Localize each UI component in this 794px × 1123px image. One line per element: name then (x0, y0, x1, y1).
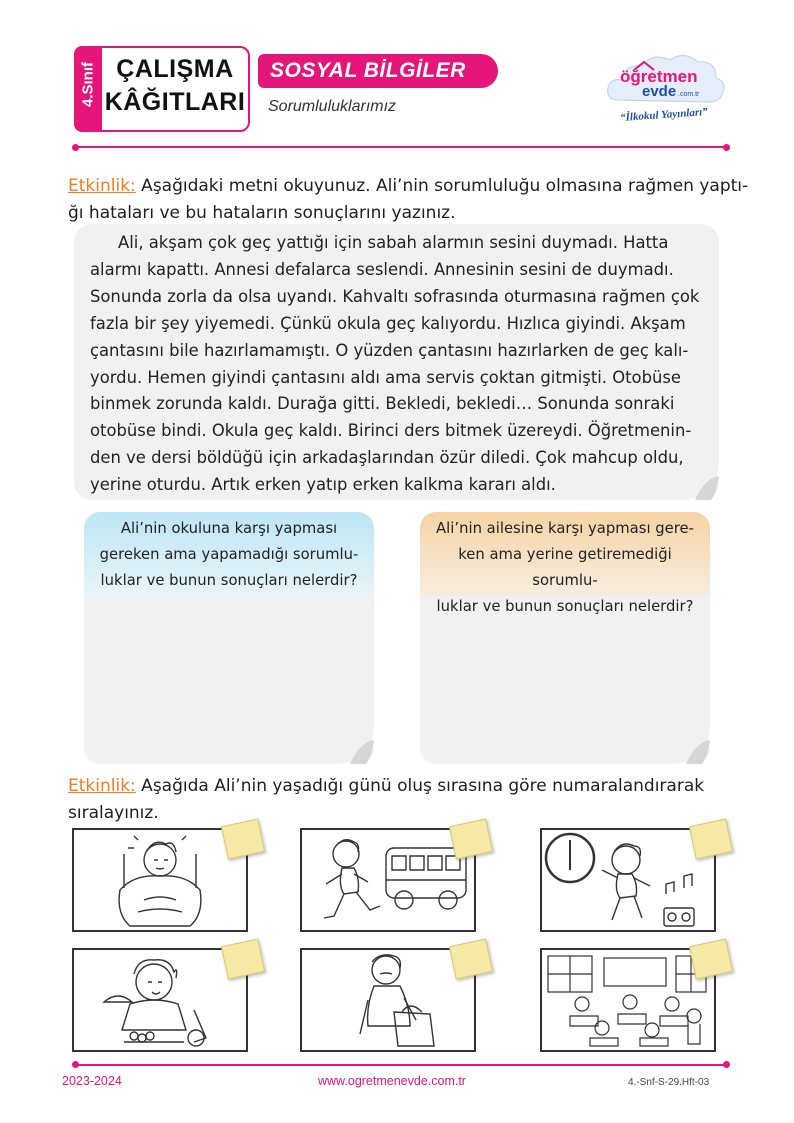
question-family-line: luklar ve bunun sonuçları nelerdir? (436, 598, 694, 615)
passage-line: binmek zorunda kaldı. Durağa gitti. Bekledi, bekledi… Sonunda sonraki (90, 394, 675, 414)
question-box-family (420, 512, 710, 764)
question-school-header (84, 512, 374, 596)
logo-word-ogretmen: öğretmen (620, 67, 698, 86)
footer-website[interactable]: www.ogretmenevde.com.tr (318, 1074, 466, 1088)
passage-line: fazla bir şey yiyemedi. Çünkü okula geç kalıyordu. Hızlıca giyindi. Akşam (90, 313, 686, 333)
logo-domain: .com.tr (678, 91, 700, 98)
activity-1-text-1: Aşağıdaki metni okuyunuz. Ali’nin sorumluluğu olmasına rağmen yaptı- (135, 176, 749, 196)
logo-tagline: “İlkokul Yayınları” (619, 105, 709, 125)
sleeping-boy-in-bed-icon (74, 830, 246, 930)
subject-title: SOSYAL BİLGİLER (270, 59, 466, 82)
divider-dot-right (723, 144, 730, 151)
reading-passage (74, 224, 719, 500)
sticky-note[interactable] (221, 938, 265, 979)
question-family-line: Ali’nin ailesine karşı yapması gere- (436, 520, 694, 537)
picture-card-6 (540, 948, 716, 1052)
page-curl-icon (681, 462, 719, 500)
passage-line: alarmı kapattı. Annesi defalarca seslendi. Annesinin sesini de duymadı. (90, 259, 674, 279)
worksheet-title (100, 46, 250, 132)
question-family-line: ken ama yerine getiremediği sorumlu- (458, 546, 672, 589)
boy-packing-bag-icon (302, 950, 474, 1050)
activity-1-label: Etkinlik: (68, 176, 136, 196)
sticky-note[interactable] (689, 938, 733, 979)
footer-year: 2023-2024 (62, 1074, 122, 1088)
grade-label: 4.Sınıf (79, 62, 97, 108)
question-school-line: Ali’nin okuluna karşı yapması (120, 520, 338, 537)
subject-banner (258, 54, 498, 88)
topic-subtitle: Sorumluluklarımız (268, 98, 397, 115)
publisher-logo (604, 48, 730, 128)
activity-2-instruction-line-1 (68, 773, 704, 800)
boy-running-to-bus-icon (302, 830, 474, 930)
passage-line: otobüse bindi. Okula geç kaldı. Birinci ders bitmek üzereydi. Öğretmenin- (90, 421, 692, 441)
boy-eating-breakfast-icon (74, 950, 246, 1050)
divider-dot-left (72, 144, 79, 151)
passage-line: den ve dersi böldüğü için arkadaşlarından özür diledi. Çok mahcup oldu, (90, 448, 684, 468)
picture-card-3 (540, 828, 716, 932)
activity-2-instruction-line-2: sıralayınız. (68, 803, 159, 823)
passage-line: yerine oturdu. Artık erken yatıp erken kalkma kararı aldı. (90, 475, 556, 495)
footer-dot-right (723, 1061, 730, 1068)
title-line-2: KÂĞITLARI (104, 88, 246, 116)
question-school-line: luklar ve bunun sonuçları nelerdir? (100, 572, 358, 589)
picture-card-4 (72, 948, 248, 1052)
activity-1-instruction-line-1 (68, 173, 748, 200)
sticky-note[interactable] (221, 818, 265, 859)
sticky-note[interactable] (689, 818, 733, 859)
passage-line: çantasını bile hazırlamamıştı. O yüzden çantasını hazırlarken de geç kalı- (90, 340, 689, 360)
clock-and-dancing-boy-icon (542, 830, 714, 930)
answer-area-family[interactable] (420, 596, 710, 764)
sticky-note[interactable] (449, 938, 493, 979)
question-box-school (84, 512, 374, 764)
classroom-icon (542, 950, 714, 1050)
header-divider (74, 146, 728, 148)
footer-dot-left (72, 1061, 79, 1068)
question-school-line: gereken ama yapamadığı sorumlu- (99, 546, 359, 563)
passage-line: Ali, akşam çok geç yattığı için sabah alarmın sesini duymadı. Hatta (118, 233, 669, 252)
answer-area-school[interactable] (84, 596, 374, 764)
passage-line: yordu. Hemen giyindi çantasını aldı ama servis çoktan gitmişti. Otobüse (90, 367, 681, 387)
page-curl-icon (336, 726, 374, 764)
question-family-header (420, 512, 710, 615)
picture-card-1 (72, 828, 248, 932)
footer-divider (74, 1064, 728, 1066)
picture-card-5 (300, 948, 476, 1052)
activity-1-instruction-line-2: ğı hataları ve bu hataların sonuçlarını yazınız. (68, 203, 456, 223)
page-curl-icon (672, 726, 710, 764)
activity-2-text-1: Aşağıda Ali’nin yaşadığı günü oluş sırasına göre numaralandırarak (135, 776, 705, 796)
footer-code: 4.-Snf-S-29.Hft-03 (628, 1077, 710, 1088)
logo-word-evde: evde (642, 83, 677, 100)
passage-line: Sonunda zorla da olsa uyandı. Kahvaltı sofrasında oturmasına rağmen çok (90, 286, 700, 306)
title-line-1: ÇALIŞMA (116, 55, 234, 83)
picture-card-2 (300, 828, 476, 932)
sticky-note[interactable] (449, 818, 493, 859)
grade-tab (74, 46, 102, 132)
activity-2-label: Etkinlik: (68, 776, 136, 796)
